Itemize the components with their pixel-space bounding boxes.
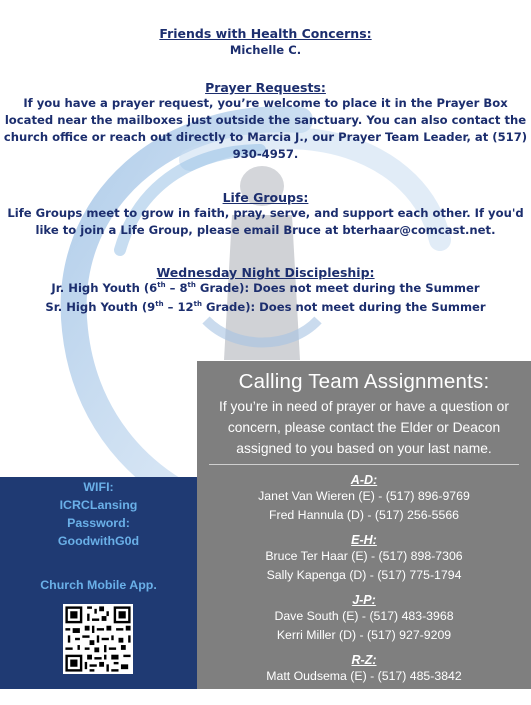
calling-team-panel bbox=[197, 361, 531, 702]
group-label: A-D: bbox=[350, 473, 378, 487]
health-heading: Friends with Health Concerns: bbox=[159, 26, 372, 41]
prayer-line: If you have a prayer request, you’re welcome to place it in the Prayer Box bbox=[23, 96, 508, 110]
sr-high-line: Sr. High Youth (9th – 12th Grade): Does not meet during the Summer bbox=[45, 300, 486, 314]
group-label: E-H: bbox=[351, 533, 377, 547]
calling-team-intro: If you’re in need of prayer or have a question or concern, please contact the Elder or Deacon assigned to you based on your last name. bbox=[219, 399, 509, 456]
prayer-line: church office or reach out directly to Marcia J., our Prayer Team Leader, at (517) bbox=[3, 130, 528, 144]
divider bbox=[209, 464, 519, 465]
contact-line: Kerri Miller (D) - (517) 927-9209 bbox=[276, 628, 452, 642]
contact-line: Bruce Ter Haar (E) - (517) 898-7306 bbox=[265, 549, 463, 563]
mobile-app-label: Church Mobile App. bbox=[40, 578, 157, 592]
life-groups-line: Life Groups meet to grow in faith, pray, serve, and support each other. If you'd bbox=[7, 206, 524, 220]
contact-line: Matt Oudsema (E) - (517) 485-3842 bbox=[266, 669, 462, 683]
group-label: J-P: bbox=[352, 593, 376, 607]
prayer-line: located near the mailboxes just outside the sanctuary. You can also contact the bbox=[4, 113, 527, 127]
contact-line: Dave South (E) - (517) 483-3968 bbox=[274, 609, 454, 623]
wifi-network: ICRCLansing bbox=[59, 498, 138, 512]
group-label: R-Z: bbox=[351, 653, 377, 667]
life-groups-line: like to join a Life Group, please email Bruce at bterhaar@comcast.net. bbox=[35, 223, 496, 237]
wifi-password-label: Password: bbox=[67, 516, 130, 530]
wifi-password: GoodwithG0d bbox=[57, 534, 140, 548]
life-groups-heading: Life Groups: bbox=[222, 190, 309, 205]
wifi-label: WIFI: bbox=[83, 480, 114, 494]
jr-high-line: Jr. High Youth (6th – 8th Grade): Does not meet during the Summer bbox=[51, 281, 480, 295]
contact-line: Fred Hannula (D) - (517) 256-5566 bbox=[268, 508, 459, 522]
contact-line: Joe Ernst (D) - (517) 420-5561 bbox=[280, 688, 448, 702]
contact-line: Janet Van Wieren (E) - (517) 896-9769 bbox=[258, 489, 470, 503]
prayer-heading: Prayer Requests: bbox=[205, 80, 326, 95]
discipleship-heading: Wednesday Night Discipleship: bbox=[156, 265, 375, 280]
contact-line: Sally Kapenga (D) - (517) 775-1794 bbox=[266, 568, 462, 582]
calling-team-title: Calling Team Assignments: bbox=[238, 370, 490, 393]
prayer-line: 930-4957. bbox=[232, 147, 299, 161]
qr-code-icon[interactable] bbox=[63, 604, 133, 674]
health-name: Michelle C. bbox=[229, 43, 302, 57]
